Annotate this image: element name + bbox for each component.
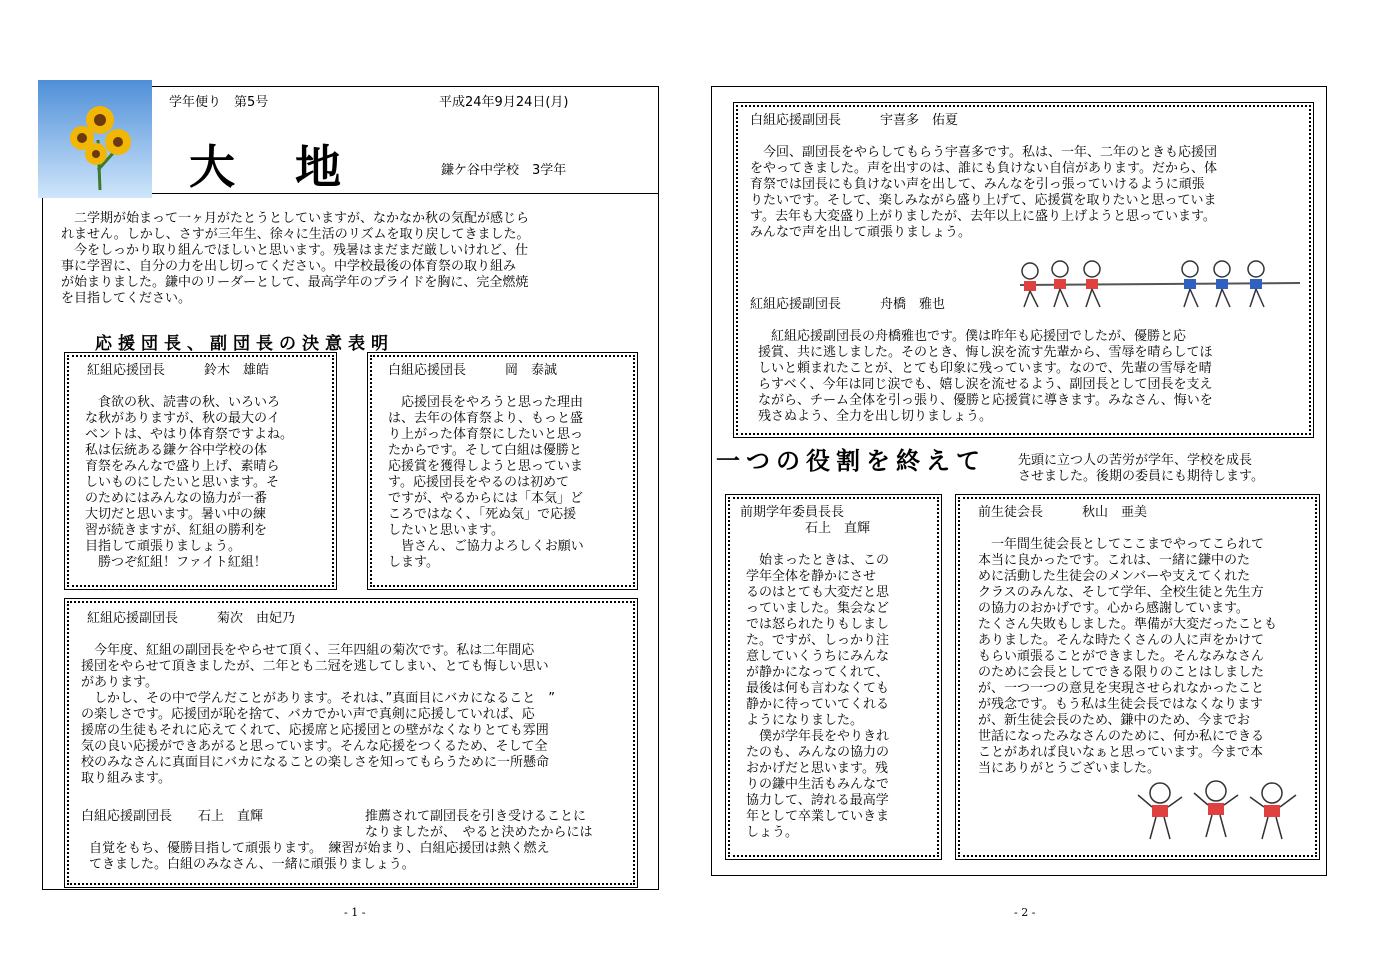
white-vice-body-b: 自覚をもち、優勝目指して頑張ります。 練習が始まり、白組応援団は熱く燃え てきました。白組のみなさん、一緒に頑張りましょう。 (89, 841, 550, 872)
red-vice2-body: 紅組応援副団長の舟橋雅也です。僕は昨年も応援団でしたが、優勝と応 援賞、共に逃しました。そのとき、悔し涙を流す先輩から、雪辱を晴らしてほ しいと頼まれたことが、とても印象に残っています。なので、先輩の雪辱を晴 らすべく、今年は同じ涙でも、嬉し涙を流せるよう、副団長として団長を支え ながら、チーム全体を引っ張り、優勝と応援賞に導きます。みなさん、悔いを 残さぬよう、全力を出し切りましょう。 (758, 329, 1213, 424)
president-title: 前生徒会長 秋山 亜美 (978, 505, 1148, 520)
white-leader-title: 白組応援団長 岡 泰誠 (388, 363, 558, 378)
red-vice-title: 紅組応援副団長 菊次 由妃乃 (87, 611, 296, 626)
red-leader-body: 食欲の秋、読書の秋、いろいろ な秋がありますが、秋の最大のイ ベントは、やはり体育祭ですよね。 私は伝統ある鎌ケ谷中学校の体 育祭をみんなで盛り上げ、素晴ら しいものにしたいと思います。そ のためにはみんなの協力が一番 大切だと思います。暑い中の練 習が続きますが、紅組の勝利を 目指して頑張りましょう。 勝つぞ紅組！ファイト紅組！ (85, 395, 294, 570)
white-vice2-title: 白組応援副団長 宇喜多 佑夏 (750, 113, 959, 128)
red-vice-box (67, 601, 635, 885)
header-divider (151, 193, 658, 194)
tug-of-war-illustration (1010, 257, 1306, 315)
white-leader-box (370, 355, 635, 587)
school-name: 鎌ケ谷中学校 3学年 (441, 163, 567, 178)
newsletter-label: 学年便り 第5号 (169, 95, 269, 110)
vice-captains-box (736, 105, 1311, 435)
red-leader-title: 紅組応援団長 鈴木 雄皓 (87, 363, 270, 378)
president-box (958, 497, 1317, 857)
white-leader-body: 応援団長をやろうと思った理由 は、去年の体育祭より、もっと盛 り上がった体育祭にしたいと思っ たからです。そして白組は優勝と 応援賞を獲得しようと思っていま す。応援団長をやるのは初めて ですが、やるからには「本気」ど ころではなく、「死ぬ気」で応援 したいと思います。 皆さん、ご協力よろしくお願い します。 (388, 395, 584, 570)
committee-box (728, 497, 939, 857)
sunflower-icon (38, 80, 152, 198)
section-heading-roles: 一つの役割を終えて (716, 447, 986, 475)
white-vice-title: 白組応援副団長 石上 直輝 (81, 809, 264, 824)
section-heading-resolve: 応援団長、副団長の決意表明 (95, 334, 394, 354)
white-vice-body-a: 推薦されて副団長を引き受けることに なりましたが、 やると決めたからには (365, 809, 593, 840)
newsletter-title: 大地 (189, 140, 401, 194)
white-vice2-body: 今回、副団長をやらしてもらう宇喜多です。私は、一年、二年のときも応援団 をやってきました。声を出すのは、誰にも負けない自信があります。だから、体 育祭では団長にも負けない声を出して、みんなを引っ張っていけるように頑張 りたいです。そして、楽しみながら盛り上げて、応援賞を取りたいと思っていま す。去年も大変盛り上がりましたが、去年以上に盛り上げようと思っています。 みんなで声を出して頑張りましょう。 (750, 145, 1217, 240)
section-subtitle: 先頭に立つ人の苦労が学年、学校を成長 させました。後期の委員にも期待します。 (1018, 453, 1264, 484)
red-leader-box (67, 355, 334, 587)
red-vice-body: 今年度、紅組の副団長をやらせて頂く、三年四組の菊次です。私は二年間応 援団をやらせて頂きましたが、二年とも二冠を逃してしまい、とても悔しい思い があります。 しかし、その中で学んだことがあります。それは、”真面目にバカになること ” の楽しさです。応援団が恥を捨て、バカでかい声で真剣に応援していれば、応 援席の生徒もそれに応えてくれて、応援席と応援団との壁がなくなりとても雰囲 気の良い応援ができあがると思っています。そんな応援をつくるため、そして全 校のみなさんに真面目にバカになることの楽しさを知ってもらうために一所懸命 取り組みます。 (81, 643, 555, 786)
intro-text: 二学期が始まって一ヶ月がたとうとしていますが、なかなか秋の気配が感じら れません。しかし、さすが三年生、徐々に生活のリズムを取り戻してきました。 今をしっかり取り組んでほしいと思います。残暑はまだまだ厳しいけれど、仕 事に学習に、自分の力を出し切ってください。中学校最後の体育祭の取り組み が始まりました。鎌中のリーダーとして、最高学年のプライドを胸に、完全燃焼 を目指してください。 (61, 211, 530, 306)
red-vice2-title: 紅組応援副団長 舟橋 雅也 (750, 297, 946, 312)
dancing-kids-illustration (1130, 777, 1310, 849)
page-2 (711, 86, 1327, 876)
newsletter-date: 平成24年9月24日(月) (439, 95, 569, 110)
committee-title: 前期学年委員長長 石上 直輝 (740, 505, 871, 536)
page-number-2: - 2 - (1014, 906, 1036, 919)
president-body: 一年間生徒会長としてここまでやってこられて 本当に良かったです。これは、一緒に鎌中のた めに活動した生徒会のメンバーや支えてくれた クラスのみんな、そして学年、全校生徒と先生方 の協力のおかげです。心から感謝しています。 たくさん失敗もしました。準備が大変だったことも ありました。そんな時たくさんの人に声をかけて もらい頑張ることができました。そんなみなさん のために会長としてできる限りのことはしました が、一つ一つの意見を実現させられなかったこと が残念です。もう私は生徒会長ではなくなります が、新生徒会長のため、鎌中のため、今までお 世話になったみなさんのために、何か私にできる ことがあれば良いなぁと思っています。今まで本 当にありがとうございました。 (978, 537, 1278, 776)
sunflower-image (38, 80, 152, 198)
committee-body: 始まったときは、この 学年全体を静かにさせ るのはとても大変だと思 っていました。集会など では怒られたりもしまし た。ですが、しっかり注 意していくうちにみんな が静かになってくれて、 最後は何も言わなくても 静かに待っていてくれる ようになりました。 僕が学年長をやりきれ たのも、みんなの協力の おかげだと思います。残 りの鎌中生活もみんなで 協力して、誇れる最高学 年として卒業していきま しょう。 (746, 553, 890, 840)
page-1 (42, 86, 659, 890)
page-number-1: - 1 - (344, 906, 366, 919)
